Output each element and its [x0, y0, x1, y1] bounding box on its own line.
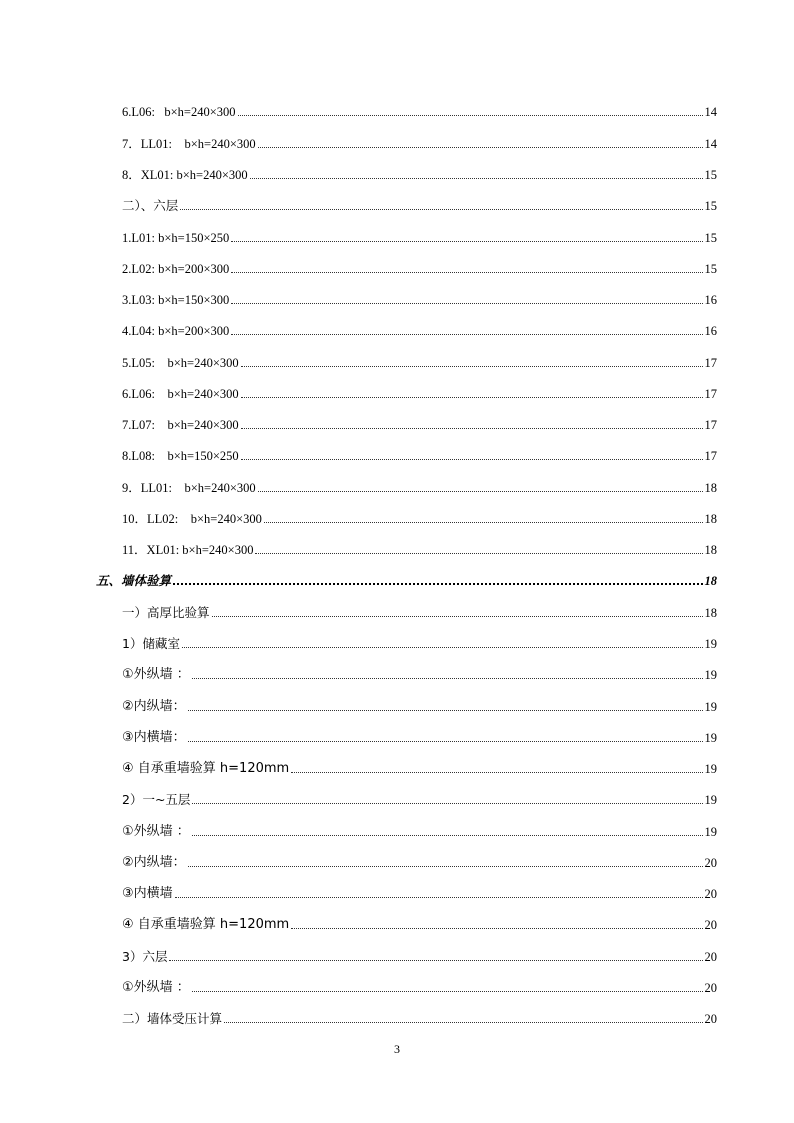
- leader-dots: [258, 147, 703, 148]
- leader-dots: [212, 616, 703, 617]
- toc-entry-label: 2.L02: b×h=200×300: [122, 262, 230, 276]
- toc-entry[interactable]: [122, 663, 717, 683]
- toc-entry[interactable]: [122, 382, 717, 402]
- leader-dots: [180, 209, 702, 210]
- toc-entry-page: 17: [704, 387, 717, 401]
- toc-entry-label: ①外纵墙 ：: [122, 667, 190, 682]
- toc-entry[interactable]: [122, 726, 717, 746]
- leader-dots: [238, 115, 703, 116]
- toc-entry[interactable]: [122, 601, 717, 621]
- toc-entry-label: 二）墙体受压计算: [122, 1011, 223, 1026]
- toc-entry-page: 19: [704, 825, 717, 839]
- toc-entry[interactable]: [122, 538, 717, 558]
- toc-entry-page: 19: [704, 762, 717, 776]
- toc-entry[interactable]: [122, 757, 717, 777]
- leader-dots: [231, 334, 702, 335]
- toc-entry-label: ④ 自承重墙验算 h=120mm: [122, 917, 290, 932]
- toc-entry[interactable]: [122, 913, 717, 933]
- leader-dots: [255, 553, 702, 554]
- toc-entry[interactable]: [122, 351, 717, 371]
- toc-entry-label: ②内纵墙：: [122, 699, 186, 714]
- toc-entry-label: ②内纵墙：: [122, 855, 186, 870]
- leader-dots: [241, 366, 703, 367]
- toc-entry[interactable]: [122, 226, 717, 246]
- leader-dots: [264, 522, 703, 523]
- toc-entry[interactable]: [122, 820, 717, 840]
- toc-entry-label: 7.L07: b×h=240×300: [122, 418, 239, 432]
- toc-entry-label: 五、墙体验算: [96, 573, 172, 588]
- toc-entry[interactable]: [122, 319, 717, 339]
- leader-dots: [291, 928, 702, 929]
- toc-entry-label: ③内横墙：: [122, 730, 186, 745]
- toc-entry-page: 19: [704, 731, 717, 745]
- leader-dots: [188, 710, 703, 711]
- leader-dots: [231, 303, 702, 304]
- toc-entry[interactable]: [122, 288, 717, 308]
- toc-entry-label: ③内横墙: [122, 886, 173, 901]
- toc-entry-page: 15: [704, 199, 717, 213]
- page-number: 3: [394, 1042, 400, 1056]
- toc-entry-label: 5.L05: b×h=240×300: [122, 356, 239, 370]
- toc-entry-page: 15: [704, 262, 717, 276]
- leader-dots: [241, 459, 703, 460]
- toc-entry[interactable]: [122, 476, 717, 496]
- toc-entry-page: 17: [704, 418, 717, 432]
- toc-entry[interactable]: [122, 444, 717, 464]
- toc-entry[interactable]: [122, 976, 717, 996]
- toc-section-heading[interactable]: [96, 569, 717, 589]
- leader-dots: [258, 491, 703, 492]
- toc-entry-page: 19: [704, 637, 717, 651]
- toc-entry-page: 20: [704, 856, 717, 870]
- toc-entry-page: 15: [704, 168, 717, 182]
- toc-entry-page: 20: [704, 887, 717, 901]
- toc-entry-page: 18: [704, 512, 717, 526]
- toc-entry-page: 17: [704, 356, 717, 370]
- toc-entry-label: 7．LL01: b×h=240×300: [122, 137, 256, 151]
- leader-dots: [231, 272, 702, 273]
- leader-dots: [192, 678, 703, 679]
- toc-entry-label: 6.L06: b×h=240×300: [122, 387, 239, 401]
- leader-dots: [250, 178, 703, 179]
- toc-entry-page: 19: [704, 668, 717, 682]
- toc-entry-page: 18: [704, 543, 717, 557]
- toc-entry-page: 20: [704, 918, 717, 932]
- toc-entry[interactable]: [122, 413, 717, 433]
- leader-dots: [241, 428, 703, 429]
- leader-dots: [192, 835, 703, 836]
- toc-entry-page: 16: [704, 293, 717, 307]
- leader-dots: [188, 741, 703, 742]
- leader-dots: [182, 647, 703, 648]
- toc-entry-label: 10．LL02: b×h=240×300: [122, 512, 262, 526]
- toc-entry-label: 8.L08: b×h=150×250: [122, 449, 239, 463]
- toc-entry-page: 19: [704, 793, 717, 807]
- toc-entry[interactable]: [122, 132, 717, 152]
- leader-dots: [173, 583, 702, 585]
- toc-entry-label: 二）、六层: [122, 198, 179, 213]
- toc-entry-label: 1.L01: b×h=150×250: [122, 231, 230, 245]
- toc-entry[interactable]: [122, 257, 717, 277]
- toc-entry-page: 16: [704, 324, 717, 338]
- toc-entry-label: 3.L03: b×h=150×300: [122, 293, 230, 307]
- leader-dots: [192, 803, 702, 804]
- toc-entry[interactable]: [122, 788, 717, 808]
- toc-entry-page: 15: [704, 231, 717, 245]
- toc-entry[interactable]: [122, 695, 717, 715]
- toc-entry-label: ④ 自承重墙验算 h=120mm: [122, 761, 290, 776]
- leader-dots: [231, 241, 702, 242]
- toc-entry[interactable]: [122, 507, 717, 527]
- toc-entry-label: ①外纵墙 ：: [122, 824, 190, 839]
- toc-entry-label: ①外纵墙 ：: [122, 980, 190, 995]
- leader-dots: [188, 866, 703, 867]
- toc-entry[interactable]: [122, 882, 717, 902]
- toc-entry[interactable]: [122, 163, 717, 183]
- toc-entry-page: 17: [704, 449, 717, 463]
- leader-dots: [175, 897, 703, 898]
- leader-dots: [169, 960, 702, 961]
- toc-entry-label: 8．XL01: b×h=240×300: [122, 168, 248, 182]
- toc-entry-page: 20: [704, 981, 717, 995]
- toc-entry-page: 18: [704, 574, 717, 588]
- toc-entry[interactable]: [122, 945, 717, 965]
- toc-entry-label: 2）一~五层: [122, 792, 191, 807]
- toc-entry[interactable]: [122, 194, 717, 214]
- toc-entry[interactable]: [122, 632, 717, 652]
- toc-entry[interactable]: [122, 851, 717, 871]
- leader-dots: [192, 991, 703, 992]
- toc-entry-page: 14: [704, 105, 717, 119]
- toc-entry-page: 18: [704, 481, 717, 495]
- toc-entry-label: 9．LL01: b×h=240×300: [122, 481, 256, 495]
- leader-dots: [291, 772, 702, 773]
- toc-entry-label: 1）储藏室: [122, 636, 180, 651]
- toc-entry-page: 18: [704, 606, 717, 620]
- toc-entry-page: 14: [704, 137, 717, 151]
- toc-entry-label: 6.L06: b×h=240×300: [122, 105, 236, 119]
- toc-entry-page: 19: [704, 700, 717, 714]
- toc-entry-label: 3）六层: [122, 949, 168, 964]
- leader-dots: [224, 1022, 702, 1023]
- toc-entry[interactable]: [122, 1007, 717, 1027]
- toc-entry-page: 20: [704, 1012, 717, 1026]
- toc-entry-label: 一）高厚比验算: [122, 605, 210, 620]
- toc-entry-page: 20: [704, 950, 717, 964]
- leader-dots: [241, 397, 703, 398]
- toc-entry[interactable]: [122, 100, 717, 120]
- toc-entry-label: 4.L04: b×h=200×300: [122, 324, 230, 338]
- toc-entry-label: 11．XL01: b×h=240×300: [122, 543, 254, 557]
